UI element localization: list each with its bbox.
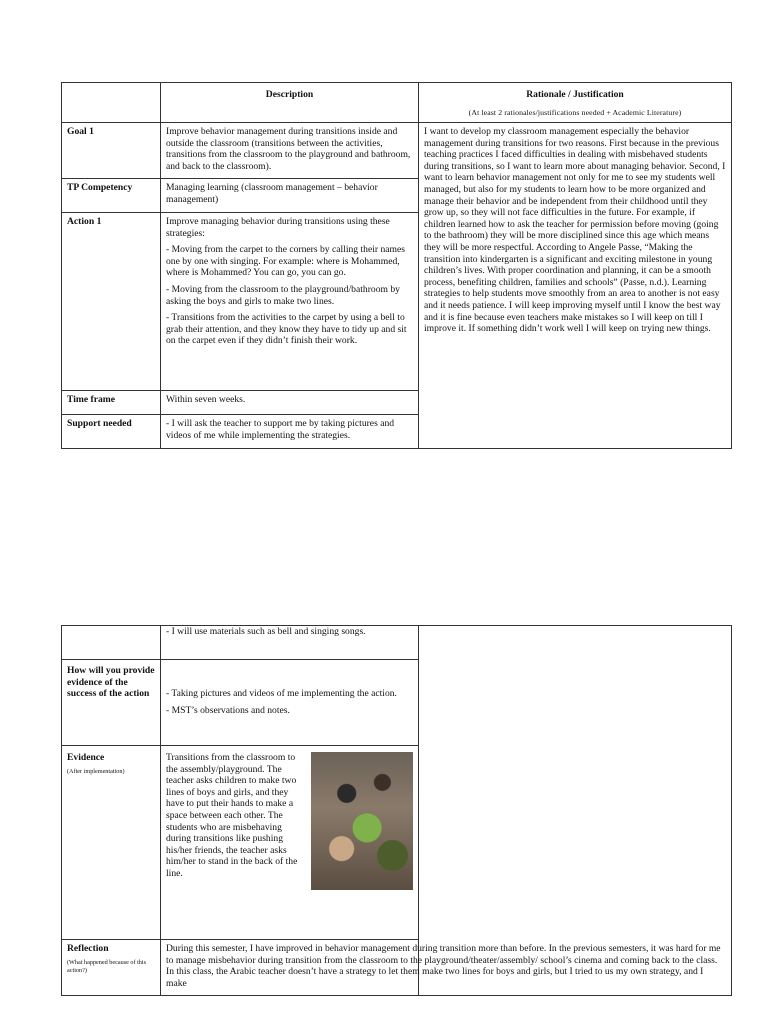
evidence-text: Transitions from the classroom to the assembly/playground. The teacher asks children to make two lines of boys and girls, and they have to put their hands to make a space between each other. The students who are misbehaving during transitions like pushing his/her friends, the teacher asks him/her to stand in the back of the line. bbox=[166, 752, 298, 879]
tp-competency-text: Managing learning (classroom management – behavior management) bbox=[161, 179, 419, 213]
header-description: Description bbox=[161, 83, 419, 123]
evidence-label bbox=[62, 746, 161, 940]
action-label: Action 1 bbox=[62, 213, 161, 391]
reflection-note: (What happened because of this action?) bbox=[67, 958, 147, 974]
time-frame-label: Time frame bbox=[62, 391, 161, 415]
time-frame-text: Within seven weeks. bbox=[161, 391, 419, 415]
evidence-note: (After implementation) bbox=[67, 767, 125, 775]
goal-label: Goal 1 bbox=[62, 123, 161, 179]
evidence-plan-item-1: - Taking pictures and videos of me implementing the action. bbox=[166, 688, 397, 700]
header-rationale-note: (At least 2 rationales/justifications needed + Academic Literature) bbox=[468, 107, 682, 117]
support-needed-label: Support needed bbox=[62, 415, 161, 449]
action-strategy-2: - Moving from the classroom to the playground/bathroom by asking the boys and girls to make two lines. bbox=[166, 283, 400, 307]
action-plan-table bbox=[61, 82, 732, 449]
evidence-photo bbox=[311, 752, 413, 890]
action-plan-table-continued bbox=[61, 625, 732, 996]
tp-competency-label: TP Competency bbox=[62, 179, 161, 213]
action-strategy-3: - Transitions from the activities to the carpet by using a bell to grab their attention, and they know they have to tidy up and sit on the carpet even if they didn’t finish their work. bbox=[166, 312, 407, 347]
evidence-cell bbox=[161, 746, 419, 940]
materials-text: - I will use materials such as bell and singing songs. bbox=[161, 626, 419, 660]
action-text bbox=[161, 213, 419, 391]
action-intro: Improve managing behavior during transitions using these strategies: bbox=[166, 216, 390, 239]
evidence-plan-text bbox=[161, 660, 419, 746]
support-needed-text: - I will ask the teacher to support me by taking pictures and videos of me while implementing the strategies. bbox=[161, 415, 419, 449]
header-rationale-title: Rationale / Justification bbox=[526, 89, 624, 100]
evidence-title: Evidence bbox=[67, 752, 105, 763]
evidence-plan-label: How will you provide evidence of the success of the action bbox=[62, 660, 161, 746]
evidence-plan-item-2: - MST’s observations and notes. bbox=[166, 705, 290, 716]
reflection-text: During this semester, I have improved in behavior management during transition more than before. In the previous semesters, it was hard for me to manage misbehavior during transition from the classroom to the playground/theater/assembly/ school’s cinema and coming back to the class. In this class, the Arabic teacher doesn’t have a strategy to let them make two lines for boys and girls, but I tried to us my own strategy, and I make bbox=[161, 940, 732, 996]
goal-text: Improve behavior management during transitions inside and outside the classroom (transitions between the activities, transitions from the classroom to the playground and bathroom, and back to the classroom). bbox=[161, 123, 419, 179]
header-empty-cell bbox=[62, 83, 161, 123]
header-rationale bbox=[419, 83, 732, 123]
action-strategy-1: - Moving from the carpet to the corners by calling their names one by one with singing. For example: where is Mohammed, where is Mohammed? You can go, you can go. bbox=[166, 244, 405, 279]
rationale-text: I want to develop my classroom management especially the behavior management during transitions for two reasons. First because in the previous teaching practices I faced difficulties in dealing with misbehaved students during transitions, so I want to learn more about managing behavior. Second, I want to learn behavior management not only for me to see my students well managed, but also for my students to learn how to be more organized and manage their behavior and be independent from their childhood until they grow up, so they will not face difficulties in the future. For example, if children learned how to ask the teacher for permission before moving (going to the bathroom) they will be more disciplined since this age which means they will be more respectful. According to Angele Passe, “Making the transition into kindergarten is a significant and exciting milestone in young children’s lives. With proper coordination and planning, it can be a smooth process, benefiting children, families and schools” (Passe, n.d.). Learning strategies to help students move smoothly from an area to another is not easy and it needs patience. I will keep improving myself until I know the best way and it is fine because even teachers make mistakes so I will keep on till I improve it. If something didn’t work well I will keep on trying new things. bbox=[419, 123, 732, 449]
reflection-label bbox=[62, 940, 161, 996]
reflection-title: Reflection bbox=[67, 943, 109, 954]
materials-empty-label bbox=[62, 626, 161, 660]
